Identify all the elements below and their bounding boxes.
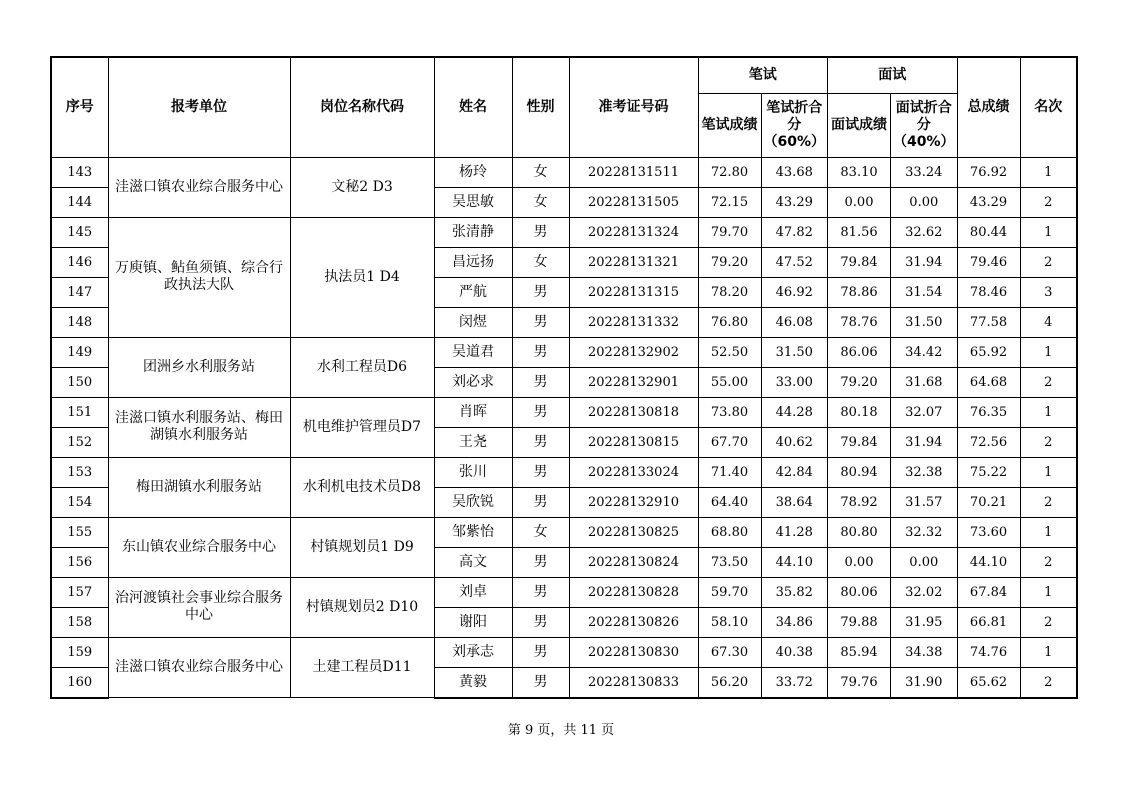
cell-written-score: 64.40 xyxy=(698,487,761,517)
cell-total: 66.81 xyxy=(957,607,1020,637)
cell-position: 村镇规划员1 D9 xyxy=(290,517,434,577)
cell-ticket: 20228130824 xyxy=(569,547,698,577)
cell-written-weighted: 43.29 xyxy=(761,187,828,217)
cell-interview-score: 85.94 xyxy=(828,637,891,667)
cell-unit: 梅田湖镇水利服务站 xyxy=(108,457,290,517)
cell-interview-weighted: 0.00 xyxy=(891,187,958,217)
cell-total: 76.92 xyxy=(957,157,1020,187)
cell-position: 机电维护管理员D7 xyxy=(290,397,434,457)
cell-seq: 157 xyxy=(51,577,108,607)
cell-ticket: 20228130818 xyxy=(569,397,698,427)
cell-position: 水利工程员D6 xyxy=(290,337,434,397)
cell-name: 刘承志 xyxy=(434,637,512,667)
cell-name: 王尧 xyxy=(434,427,512,457)
table-row xyxy=(51,637,1077,667)
cell-total: 77.58 xyxy=(957,307,1020,337)
cell-interview-weighted: 32.38 xyxy=(891,457,958,487)
cell-name: 刘卓 xyxy=(434,577,512,607)
cell-name: 张清静 xyxy=(434,217,512,247)
page-footer: 第 9 页，共 11 页 xyxy=(507,723,615,738)
cell-ticket: 20228130825 xyxy=(569,517,698,547)
cell-gender: 男 xyxy=(512,487,569,517)
cell-written-score: 71.40 xyxy=(698,457,761,487)
cell-position: 文秘2 D3 xyxy=(290,157,434,217)
cell-written-weighted: 34.86 xyxy=(761,607,828,637)
cell-written-score: 73.80 xyxy=(698,397,761,427)
header-unit: 报考单位 xyxy=(108,57,290,157)
cell-written-weighted: 42.84 xyxy=(761,457,828,487)
cell-seq: 148 xyxy=(51,307,108,337)
cell-gender: 男 xyxy=(512,637,569,667)
cell-written-weighted: 33.72 xyxy=(761,667,828,698)
cell-name: 吴道君 xyxy=(434,337,512,367)
cell-written-score: 58.10 xyxy=(698,607,761,637)
cell-interview-score: 79.20 xyxy=(828,367,891,397)
cell-seq: 158 xyxy=(51,607,108,637)
cell-interview-weighted: 31.57 xyxy=(891,487,958,517)
cell-unit: 东山镇农业综合服务中心 xyxy=(108,517,290,577)
table-row xyxy=(51,217,1077,247)
cell-interview-score: 0.00 xyxy=(828,547,891,577)
cell-name: 张川 xyxy=(434,457,512,487)
cell-seq: 153 xyxy=(51,457,108,487)
cell-interview-weighted: 31.90 xyxy=(891,667,958,698)
cell-ticket: 20228132902 xyxy=(569,337,698,367)
cell-interview-weighted: 33.24 xyxy=(891,157,958,187)
cell-written-weighted: 33.00 xyxy=(761,367,828,397)
cell-seq: 144 xyxy=(51,187,108,217)
cell-name: 高文 xyxy=(434,547,512,577)
cell-interview-weighted: 34.38 xyxy=(891,637,958,667)
cell-ticket: 20228132910 xyxy=(569,487,698,517)
cell-interview-score: 79.76 xyxy=(828,667,891,698)
cell-interview-weighted: 0.00 xyxy=(891,547,958,577)
cell-gender: 男 xyxy=(512,457,569,487)
cell-unit: 万庾镇、鲇鱼须镇、综合行政执法大队 xyxy=(108,217,290,337)
cell-position: 水利机电技术员D8 xyxy=(290,457,434,517)
header-seq: 序号 xyxy=(51,57,108,157)
cell-rank: 2 xyxy=(1020,487,1077,517)
cell-unit: 洼滋口镇水利服务站、梅田湖镇水利服务站 xyxy=(108,397,290,457)
cell-ticket: 20228131324 xyxy=(569,217,698,247)
cell-written-score: 73.50 xyxy=(698,547,761,577)
table-row xyxy=(51,157,1077,187)
cell-gender: 男 xyxy=(512,367,569,397)
cell-total: 67.84 xyxy=(957,577,1020,607)
cell-interview-weighted: 32.32 xyxy=(891,517,958,547)
cell-written-weighted: 47.82 xyxy=(761,217,828,247)
results-table xyxy=(50,56,1078,699)
cell-rank: 1 xyxy=(1020,157,1077,187)
cell-seq: 150 xyxy=(51,367,108,397)
cell-total: 73.60 xyxy=(957,517,1020,547)
cell-name: 吴思敏 xyxy=(434,187,512,217)
cell-gender: 女 xyxy=(512,247,569,277)
cell-total: 74.76 xyxy=(957,637,1020,667)
cell-gender: 男 xyxy=(512,427,569,457)
cell-gender: 男 xyxy=(512,217,569,247)
cell-rank: 2 xyxy=(1020,427,1077,457)
cell-seq: 143 xyxy=(51,157,108,187)
cell-total: 80.44 xyxy=(957,217,1020,247)
cell-interview-weighted: 31.54 xyxy=(891,277,958,307)
cell-name: 肖晖 xyxy=(434,397,512,427)
cell-interview-score: 80.94 xyxy=(828,457,891,487)
cell-written-score: 72.80 xyxy=(698,157,761,187)
cell-gender: 男 xyxy=(512,337,569,367)
cell-seq: 151 xyxy=(51,397,108,427)
cell-written-score: 78.20 xyxy=(698,277,761,307)
cell-total: 43.29 xyxy=(957,187,1020,217)
cell-unit: 治河渡镇社会事业综合服务中心 xyxy=(108,577,290,637)
cell-interview-score: 80.06 xyxy=(828,577,891,607)
cell-rank: 1 xyxy=(1020,637,1077,667)
cell-written-weighted: 31.50 xyxy=(761,337,828,367)
cell-interview-score: 78.86 xyxy=(828,277,891,307)
cell-total: 70.21 xyxy=(957,487,1020,517)
cell-written-score: 56.20 xyxy=(698,667,761,698)
header-written: 笔试 xyxy=(698,57,828,93)
cell-written-score: 79.20 xyxy=(698,247,761,277)
table-row xyxy=(51,397,1077,427)
cell-ticket: 20228132901 xyxy=(569,367,698,397)
cell-ticket: 20228131321 xyxy=(569,247,698,277)
cell-written-weighted: 47.52 xyxy=(761,247,828,277)
cell-gender: 男 xyxy=(512,667,569,698)
cell-ticket: 20228130815 xyxy=(569,427,698,457)
cell-rank: 1 xyxy=(1020,577,1077,607)
cell-ticket: 20228130833 xyxy=(569,667,698,698)
cell-rank: 2 xyxy=(1020,367,1077,397)
cell-seq: 154 xyxy=(51,487,108,517)
cell-written-weighted: 44.28 xyxy=(761,397,828,427)
cell-rank: 2 xyxy=(1020,547,1077,577)
cell-ticket: 20228130826 xyxy=(569,607,698,637)
cell-total: 64.68 xyxy=(957,367,1020,397)
cell-written-score: 55.00 xyxy=(698,367,761,397)
cell-written-score: 68.80 xyxy=(698,517,761,547)
cell-interview-score: 79.84 xyxy=(828,247,891,277)
table-row xyxy=(51,337,1077,367)
cell-seq: 152 xyxy=(51,427,108,457)
cell-interview-weighted: 32.62 xyxy=(891,217,958,247)
cell-written-score: 76.80 xyxy=(698,307,761,337)
cell-interview-weighted: 31.94 xyxy=(891,427,958,457)
cell-gender: 女 xyxy=(512,187,569,217)
cell-rank: 1 xyxy=(1020,457,1077,487)
cell-interview-score: 81.56 xyxy=(828,217,891,247)
cell-written-score: 59.70 xyxy=(698,577,761,607)
cell-seq: 145 xyxy=(51,217,108,247)
cell-written-weighted: 44.10 xyxy=(761,547,828,577)
cell-seq: 147 xyxy=(51,277,108,307)
cell-name: 严航 xyxy=(434,277,512,307)
cell-interview-score: 83.10 xyxy=(828,157,891,187)
cell-gender: 男 xyxy=(512,607,569,637)
header-position: 岗位名称代码 xyxy=(290,57,434,157)
cell-gender: 男 xyxy=(512,307,569,337)
cell-ticket: 20228131315 xyxy=(569,277,698,307)
cell-written-weighted: 40.38 xyxy=(761,637,828,667)
cell-written-weighted: 38.64 xyxy=(761,487,828,517)
cell-rank: 3 xyxy=(1020,277,1077,307)
cell-rank: 2 xyxy=(1020,667,1077,698)
cell-interview-score: 86.06 xyxy=(828,337,891,367)
cell-written-score: 79.70 xyxy=(698,217,761,247)
table-row xyxy=(51,457,1077,487)
header-interview-score: 面试成绩 xyxy=(828,93,891,157)
header-written-score: 笔试成绩 xyxy=(698,93,761,157)
table-row xyxy=(51,517,1077,547)
header-interview-weighted: 面试折合分（40%） xyxy=(891,93,958,157)
cell-position: 土建工程员D11 xyxy=(290,637,434,698)
cell-ticket: 20228133024 xyxy=(569,457,698,487)
cell-written-weighted: 46.08 xyxy=(761,307,828,337)
cell-name: 刘必求 xyxy=(434,367,512,397)
cell-position: 执法员1 D4 xyxy=(290,217,434,337)
cell-written-score: 67.70 xyxy=(698,427,761,457)
cell-name: 杨玲 xyxy=(434,157,512,187)
cell-name: 闵煜 xyxy=(434,307,512,337)
cell-interview-weighted: 32.02 xyxy=(891,577,958,607)
cell-written-weighted: 46.92 xyxy=(761,277,828,307)
cell-name: 黄毅 xyxy=(434,667,512,698)
cell-ticket: 20228131332 xyxy=(569,307,698,337)
cell-written-weighted: 40.62 xyxy=(761,427,828,457)
header-rank: 名次 xyxy=(1020,57,1077,157)
cell-gender: 女 xyxy=(512,517,569,547)
cell-ticket: 20228130828 xyxy=(569,577,698,607)
cell-interview-score: 79.84 xyxy=(828,427,891,457)
cell-name: 昌远扬 xyxy=(434,247,512,277)
cell-seq: 156 xyxy=(51,547,108,577)
cell-interview-weighted: 32.07 xyxy=(891,397,958,427)
cell-ticket: 20228131511 xyxy=(569,157,698,187)
cell-written-weighted: 41.28 xyxy=(761,517,828,547)
cell-rank: 1 xyxy=(1020,337,1077,367)
cell-gender: 男 xyxy=(512,397,569,427)
cell-interview-score: 80.80 xyxy=(828,517,891,547)
cell-interview-weighted: 31.68 xyxy=(891,367,958,397)
cell-total: 72.56 xyxy=(957,427,1020,457)
cell-rank: 1 xyxy=(1020,517,1077,547)
cell-gender: 女 xyxy=(512,157,569,187)
score-sheet xyxy=(50,56,1078,699)
cell-seq: 149 xyxy=(51,337,108,367)
cell-rank: 1 xyxy=(1020,217,1077,247)
cell-seq: 146 xyxy=(51,247,108,277)
cell-total: 75.22 xyxy=(957,457,1020,487)
cell-position: 村镇规划员2 D10 xyxy=(290,577,434,637)
cell-seq: 160 xyxy=(51,667,108,698)
cell-interview-score: 78.92 xyxy=(828,487,891,517)
header-interview: 面试 xyxy=(828,57,958,93)
cell-written-weighted: 43.68 xyxy=(761,157,828,187)
header-name: 姓名 xyxy=(434,57,512,157)
cell-ticket: 20228130830 xyxy=(569,637,698,667)
cell-interview-score: 80.18 xyxy=(828,397,891,427)
cell-name: 谢阳 xyxy=(434,607,512,637)
cell-interview-score: 0.00 xyxy=(828,187,891,217)
table-row xyxy=(51,577,1077,607)
cell-rank: 2 xyxy=(1020,187,1077,217)
cell-interview-weighted: 31.50 xyxy=(891,307,958,337)
header-gender: 性别 xyxy=(512,57,569,157)
header-written-weighted: 笔试折合分（60%） xyxy=(761,93,828,157)
cell-unit: 洼滋口镇农业综合服务中心 xyxy=(108,157,290,217)
cell-interview-score: 78.76 xyxy=(828,307,891,337)
cell-seq: 159 xyxy=(51,637,108,667)
cell-total: 44.10 xyxy=(957,547,1020,577)
header-total: 总成绩 xyxy=(957,57,1020,157)
header-ticket: 准考证号码 xyxy=(569,57,698,157)
cell-unit: 团洲乡水利服务站 xyxy=(108,337,290,397)
cell-total: 79.46 xyxy=(957,247,1020,277)
cell-unit: 洼滋口镇农业综合服务中心 xyxy=(108,637,290,698)
cell-interview-weighted: 31.94 xyxy=(891,247,958,277)
cell-interview-weighted: 34.42 xyxy=(891,337,958,367)
cell-total: 76.35 xyxy=(957,397,1020,427)
cell-rank: 1 xyxy=(1020,397,1077,427)
cell-seq: 155 xyxy=(51,517,108,547)
cell-total: 78.46 xyxy=(957,277,1020,307)
cell-total: 65.92 xyxy=(957,337,1020,367)
cell-written-score: 72.15 xyxy=(698,187,761,217)
cell-ticket: 20228131505 xyxy=(569,187,698,217)
table-body xyxy=(51,157,1077,698)
cell-total: 65.62 xyxy=(957,667,1020,698)
cell-written-weighted: 35.82 xyxy=(761,577,828,607)
cell-rank: 2 xyxy=(1020,247,1077,277)
cell-rank: 2 xyxy=(1020,607,1077,637)
cell-name: 吴欣锐 xyxy=(434,487,512,517)
cell-interview-score: 79.88 xyxy=(828,607,891,637)
cell-gender: 男 xyxy=(512,547,569,577)
cell-gender: 男 xyxy=(512,277,569,307)
cell-name: 邹紫怡 xyxy=(434,517,512,547)
cell-rank: 4 xyxy=(1020,307,1077,337)
cell-written-score: 52.50 xyxy=(698,337,761,367)
cell-gender: 男 xyxy=(512,577,569,607)
cell-interview-weighted: 31.95 xyxy=(891,607,958,637)
cell-written-score: 67.30 xyxy=(698,637,761,667)
